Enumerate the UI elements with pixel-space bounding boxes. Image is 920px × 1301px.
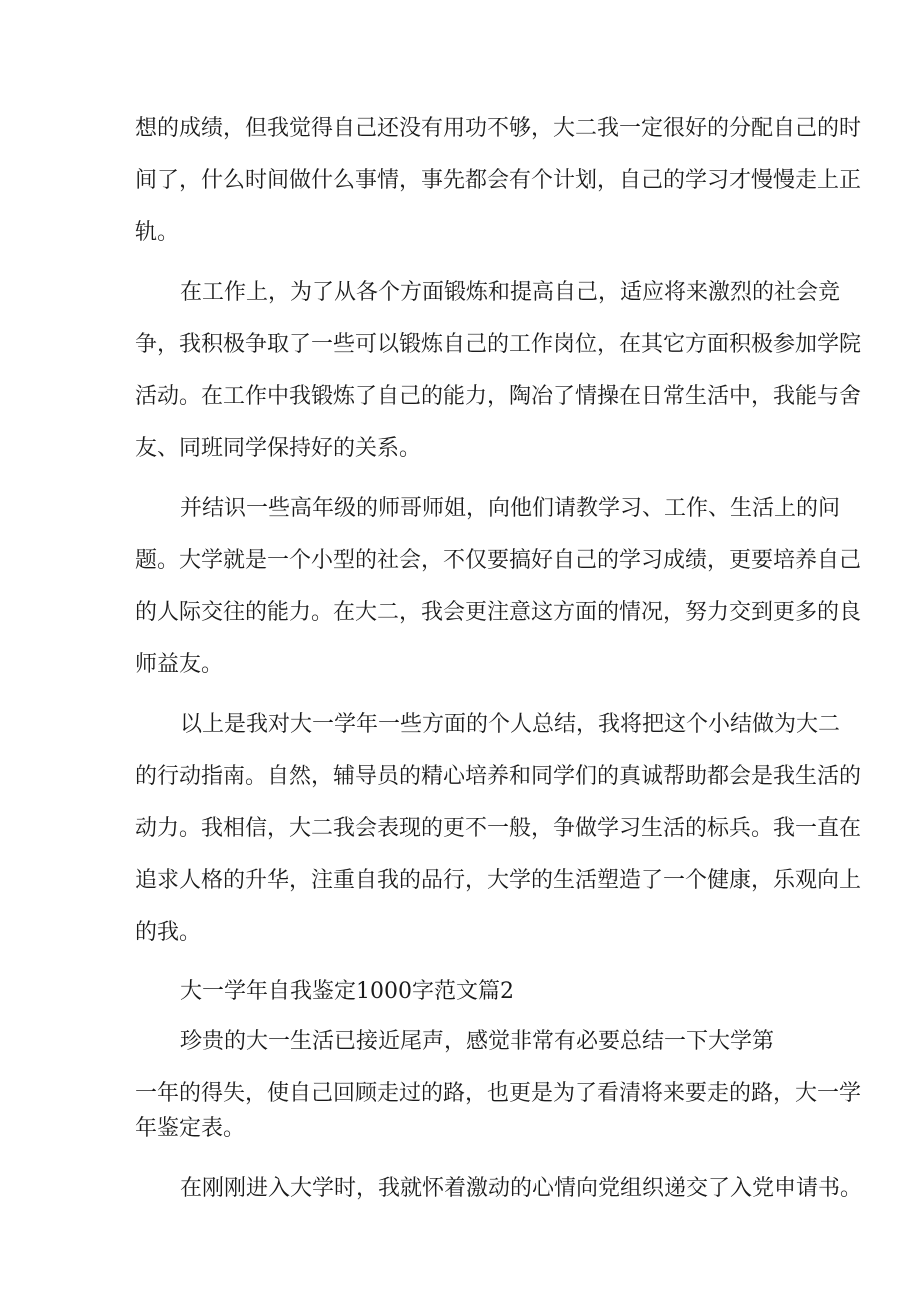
paragraph-2-line-2: 争，我积极争取了一些可以锻炼自己的工作岗位，在其它方面积极参加学院 — [135, 332, 862, 357]
paragraph-4-line-4: 追求人格的升华，注重自我的品行，大学的生活塑造了一个健康，乐观向上 — [135, 868, 862, 893]
paragraph-3-line-1: 并结识一些高年级的师哥师姐，向他们请教学习、工作、生活上的问 — [180, 496, 841, 521]
paragraph-2-line-3: 活动。在工作中我锻炼了自己的能力，陶冶了情操在日常生活中，我能与舍 — [135, 384, 862, 409]
paragraph-4-line-1: 以上是我对大一学年一些方面的个人总结，我将把这个小结做为大二 — [180, 712, 841, 737]
paragraph-3-line-2: 题。大学就是一个小型的社会，不仅要搞好自己的学习成绩，更要培养自己 — [135, 548, 862, 573]
paragraph-4-line-3: 动力。我相信，大二我会表现的更不一般，争做学习生活的标兵。我一直在 — [135, 816, 862, 841]
section-heading: 大一学年自我鉴定1000字范文篇2 — [180, 979, 514, 1004]
paragraph-6-line-1: 一年的得失，使自己回顾走过的路，也更是为了看清将来要走的路，大一学 — [135, 1081, 862, 1106]
paragraph-7-line-1: 在刚刚进入大学时，我就怀着激动的心情向党组织递交了入党申请书。 — [180, 1176, 863, 1201]
paragraph-1-line-1: 想的成绩，但我觉得自己还没有用功不够，大二我一定很好的分配自己的时 — [135, 116, 862, 141]
paragraph-3-line-4: 师益友。 — [135, 652, 224, 677]
paragraph-2-line-1: 在工作上，为了从各个方面锻炼和提高自己，适应将来激烈的社会竞 — [180, 280, 841, 305]
paragraph-5-line-1: 珍贵的大一生活已接近尾声，感觉非常有必要总结一下大学第 — [180, 1029, 775, 1054]
paragraph-1-line-2: 间了，什么时间做什么事情，事先都会有个计划，自己的学习才慢慢走上正 — [135, 168, 862, 193]
paragraph-1-line-3: 轨。 — [135, 220, 180, 245]
paragraph-2-line-4: 友、同班同学保持好的关系。 — [135, 436, 422, 461]
paragraph-3-line-3: 的人际交往的能力。在大二，我会更注意这方面的情况，努力交到更多的良 — [135, 600, 862, 625]
paragraph-4-line-2: 的行动指南。自然，辅导员的精心培养和同学们的真诚帮助都会是我生活的 — [135, 764, 862, 789]
paragraph-4-line-5: 的我。 — [135, 920, 202, 945]
paragraph-6-line-2: 年鉴定表。 — [135, 1116, 246, 1141]
